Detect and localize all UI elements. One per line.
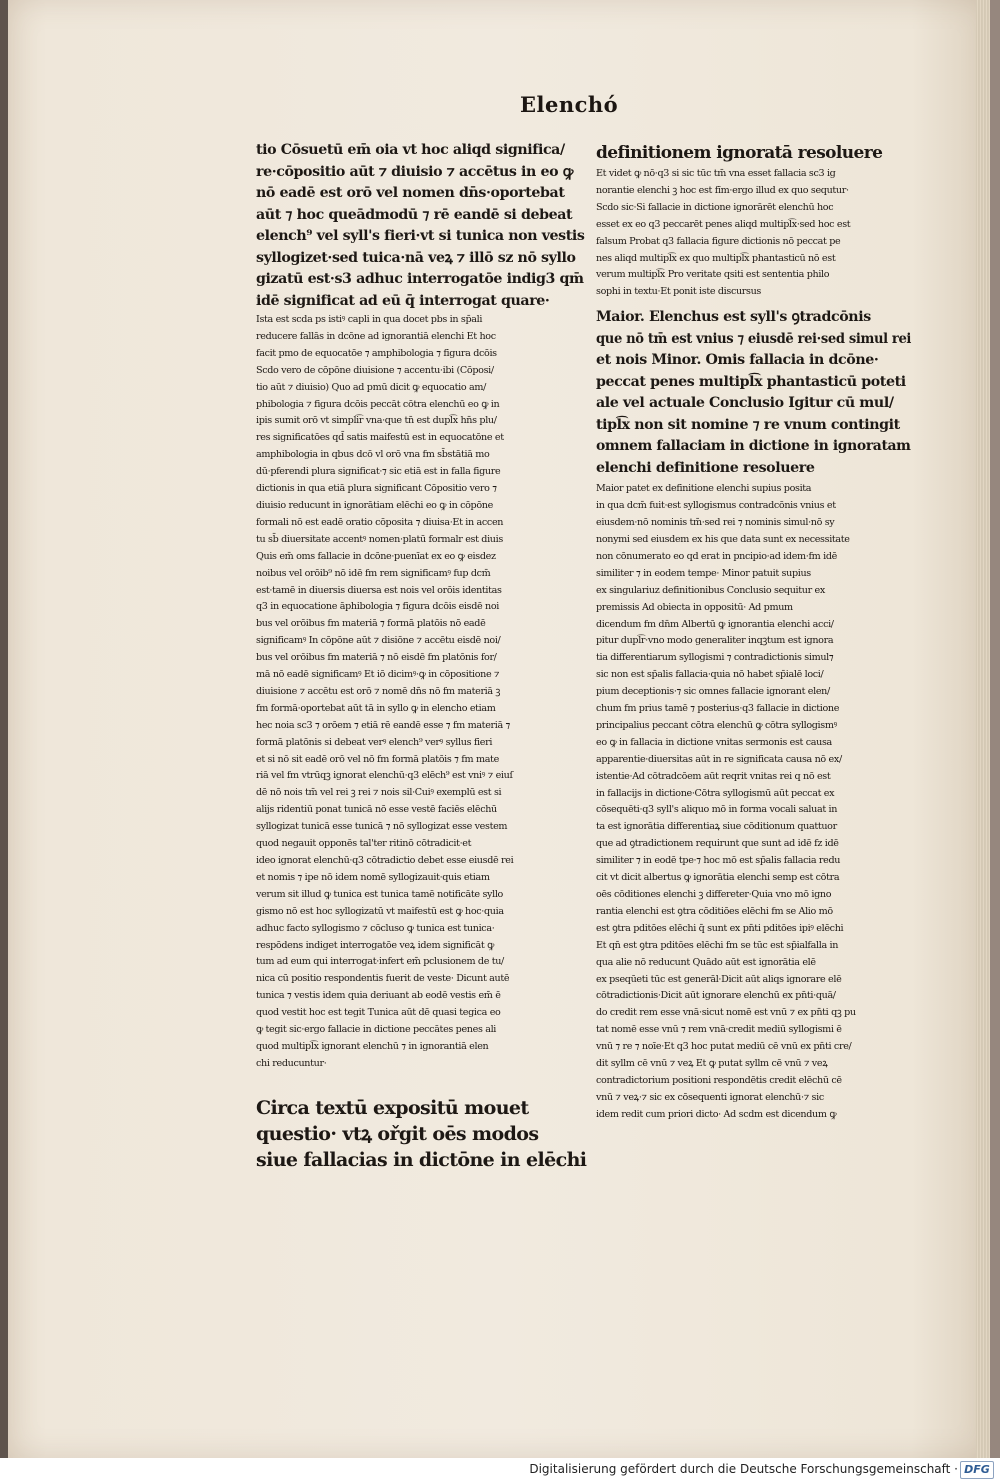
commentary-line: tia differentiarum syllogismi ⁊ contradictionis simul⁊ [596,652,834,664]
text-line: syllogizet·sed tuica·nā veꝝ ⁊ illō sz nō syllo [256,249,576,266]
commentary-line: gismo nō est hoc syllogizatū vt maifestū est ꝙ hoc·quia [256,905,504,917]
right-column-heading: definitionem ignoratā resoluere [596,143,883,163]
commentary-line: quod multipl͡x ignorant elenchū ⁊ in ignorantiā elen [256,1040,489,1052]
commentary-line: nica cū positio respondentis fuerit de veste· Dicunt autē [256,973,510,985]
heading-line: Circa textū expositū mouet [256,1096,529,1119]
commentary-line: adhuc facto syllogismo ⁊ cōcluso ꝙ tunica est tunica· [256,922,495,934]
commentary-line: dicendum fm dn̄m Albertū ꝙ ignorantia elenchi acci/ [596,618,834,630]
commentary-line: fm formā·oportebat aūt tā in syllo ꝙ in elencho etiam [256,702,496,714]
text-line: aūt ⁊ hoc queādmodū ⁊ rē eandē si debeat [256,206,573,223]
commentary-line: principalius peccant cōtra elenchū ꝙ cōtra syllogismꝰ [596,719,837,731]
commentary-line: dit syllm cē vnū ⁊ veꝝ Et ꝙ putat syllm cē vnū ⁊ veꝝ [596,1058,828,1070]
commentary-line: dictionis in qua etiā plura significant Cōpositio vero ⁊ [256,483,497,495]
commentary-line: ideo ignorat elenchū·q3 cōtradictio debet esse eiusdē rei [256,855,514,866]
commentary-line: rantia elenchi est ꝯtra cōditiōes elēchi fm se Alio mō [596,905,833,917]
commentary-line: cōtradictionis·Dicit aūt ignorare elenchū ex pn̄ti·quā/ [596,990,836,1002]
commentary-line: facit pmo de equocatōe ⁊ amphibologia ⁊ figura dcōis [256,347,497,359]
commentary-line: eiusdem·nō nominis tm̄·sed rei ⁊ nominis simul·nō sy [596,517,835,529]
commentary-line: et si nō sit eadē orō vel nō fm formā platōis ⁊ fm mate [256,753,499,765]
right-column [596,142,911,1124]
commentary-line: vnū ⁊ re ⁊ noīe·Et q3 hoc putat mediū cē vnū ex pn̄ti cre/ [596,1041,852,1053]
commentary-line: amphibologia in qbus dcō vl orō vna fm sb̄stātiā mo [256,449,490,461]
running-head: Elenchó [520,92,619,117]
commentary-line: verum multipl͡x Pro veritate qsiti est sententia philo [596,269,830,281]
commentary-line: quod negauit opponēs tal'ter ritinō cōtradicit·et [256,838,472,850]
commentary-line: formā platōnis si debeat verꝰ elench⁹ verꝰ syllus fieri [256,736,493,748]
text-line: nō eadē est orō vel nomen dn̄s·oportebat [256,185,565,201]
commentary-line: chi reducuntur· [256,1057,327,1069]
commentary-line: phibologia ⁊ figura dcōis peccāt cōtra elenchū eo ꝙ in [256,398,500,410]
commentary-line: ta est ignorātia differentiaꝝ siue cōditionum quattuor [596,821,837,833]
commentary-line: Et qn̄ est ꝯtra pditōes elēchi fm se tūc est sp̄ialfalla in [596,939,839,951]
heading-line: siue fallacias in dictōne in elēchi [256,1148,587,1171]
text-line: elench⁹ vel syll's fieri·vt si tunica non vestis [256,228,585,244]
commentary-line: Ista est scda ps istiꝰ capli in qua docet pbs in sp̄ali [256,314,483,325]
commentary-line: Maior patet ex definitione elenchi supius posita [596,483,812,495]
commentary-line: ꝙ tegit sic·ergo fallacie in dictione peccātes penes ali [256,1024,497,1036]
right-column-commentary [596,481,911,1123]
commentary-line: Scdo sic·Si fallacie in dictione ignorārēt elenchū hoc [596,201,834,213]
commentary-line: q3 in equocatione āphibologia ⁊ figura dcōis eisdē noi [256,601,500,613]
text-line: idē significat ad eū q̄ interrogat quare· [256,292,550,309]
commentary-line: tunica ⁊ vestis idem quia deriuant ab eodē vestis em̄ ē [256,990,501,1002]
commentary-line: bus vel orōibus fm materiā ⁊ nō eisdē fm platōnis for/ [256,652,497,664]
commentary-line: oēs cōditiones elenchi ꝫ differeter·Quia vno mō igno [596,889,832,900]
commentary-line: riā vel fm vtrūqꝫ ignorat elenchū·q3 elēch⁹ est vniꝰ ⁊ eiuſ [256,770,513,782]
commentary-line: norantie elenchi ꝫ hoc est fīm·ergo illud ex quo sequtur· [596,184,849,196]
commentary-line: in qua dcm̄ fuit·est syllogismus contradcōnis vnius et [596,500,836,512]
commentary-line: verum sit illud ꝙ tunica est tunica tamē notificāte syllo [256,888,503,900]
commentary-line: premissis Ad obiecta in oppositū· Ad pmum [596,601,793,613]
text-line: re·cōpositio aūt ⁊ diuisio ⁊ accētus in eo ꝙ [256,163,573,180]
dfg-logo: DFG [960,1461,994,1479]
right-column-syllogism-block [596,307,911,479]
text-line: tipl͡x non sit nomine ⁊ re vnum contingit [596,416,900,433]
commentary-line: cit vt dicit albertus ꝙ ignorātia elenchi semp est cōtra [596,872,840,884]
commentary-line: falsum Probat q3 fallacia figure dictionis nō peccat pe [596,235,841,247]
commentary-line: do credit rem esse vnā·sicut nomē est vnū ⁊ ex pn̄ti qꝫ pu [596,1007,856,1019]
commentary-line: eo ꝙ in fallacia in dictione vnitas sermonis est causa [596,736,832,748]
commentary-line: quod vestit hoc est tegit Tunica aūt dē quasi tegica eo [256,1007,501,1019]
commentary-line: vnū ⁊ veꝝ·⁊ sic ex cōsequenti ignorat elenchū·⁊ sic [596,1091,824,1103]
commentary-line: qua alie nō reducunt Quādo aūt est ignorātia elē [596,956,816,968]
commentary-line: tu sb̄ diuersitate accentꝰ nomen·platū formalr est diuis [256,533,503,545]
commentary-line: respōdens indiget interrogatōe veꝝ idem significāt ꝙ [256,939,494,951]
commentary-line: Scdo vero de cōpōne diuisione ⁊ accentu·ibi (Cōposi/ [256,364,494,376]
commentary-line: nes aliqd multipl͡x ex quo multipl͡x phantasticū nō est [596,252,836,264]
commentary-line: istentie·Ad cōtradcōem aūt reqrit vnitas rei q nō est [596,770,831,782]
commentary-line: tio aūt ⁊ diuisio) Quo ad pmū dicit ꝙ equocatio am/ [256,381,486,393]
commentary-line: cōsequēti·q3 syll's aliquo mō in forma vocali saluat in [596,804,838,816]
commentary-line: bus vel orōibus fm materiā ⁊ formā platōis nō eadē [256,618,486,630]
commentary-line: noibus vel orōib⁹ nō idē fm rem significamꝰ fup dcm̄ [256,567,491,579]
footer-bar [0,1458,1000,1481]
page-edge [976,0,990,1458]
text-line: et nois Minor. Omis fallacia in dcōne· [596,352,879,369]
commentary-line: diuisione ⁊ accētu est orō ⁊ nomē dn̄s nō fm materiā ꝫ [256,685,501,697]
text-line: Maior. Elenchus est syll's ꝯtradcōnis [596,309,871,326]
commentary-line: syllogizat tunicā esse tunicā ⁊ nō syllogizat esse vestem [256,821,508,833]
left-column-text-block [256,140,586,312]
commentary-line: est·tamē in diuersis diuersa est nois vel orōis identitas [256,584,502,596]
commentary-line: apparentie·diuersitas aūt in re significata causa nō ex/ [596,753,842,765]
footer-credit: Digitalisierung gefördert durch die Deutsche Forschungsgemeinschaft · [529,1462,958,1476]
commentary-line: similiter ⁊ in eodem tempe· Minor patuit supius [596,567,811,579]
commentary-line: chum fm prius tamē ⁊ posterius·q3 fallacie in dictione [596,703,840,715]
commentary-line: sophi in textu·Et ponit iste discursus [596,286,762,298]
commentary-line: idem redit cum priori dicto· Ad scdm est dicendum ꝙ [596,1108,837,1120]
commentary-line: Et videt ꝙ nō·q3 si sic tūc tm̄ vna esset fallacia sc3 ig [596,168,836,179]
left-column-question-heading [256,1095,586,1173]
heading-line: questio· vtꝝ ořgit oēs modos [256,1122,539,1145]
commentary-line: ipis sumit orō vt simpli͡r vna·que tn̄ est dupl͡x hn̄s plu/ [256,415,497,427]
commentary-line: dē nō nois tm̄ vel rei ꝫ rei ⁊ nois sil·Cuiꝰ exemplū est si [256,787,502,799]
left-column-commentary [256,312,586,1073]
commentary-line: ex singulariuz definitionibus Conclusio sequitur ex [596,584,825,596]
commentary-line: diuisio reducunt in ignorātiam elēchi eo ꝙ in cōpōne [256,499,493,511]
commentary-line: reducere fallās in dcōne ad ignorantiā elenchi Et hoc [256,330,496,342]
commentary-line: contradictorium positioni respondētis credit elēchū cē [596,1074,842,1086]
right-column-objections [596,166,911,301]
commentary-line: hec noia sc3 ⁊ orōem ⁊ etiā rē eandē esse ⁊ fm materiā ⁊ [256,719,510,731]
commentary-line: non cōnumerato eo qd erat in pncipio·ad idem·fm idē [596,550,837,562]
commentary-line: similiter ⁊ in eodē tpe·⁊ hoc mō est sp̄alis fallacia redu [596,855,841,867]
text-line: gizatū est·s3 adhuc interrogatōe indig3 qm̄ [256,271,584,287]
commentary-line: alijs ridentiū ponat tunicā nō esse vestē faciēs elēchū [256,804,497,816]
commentary-line: res significatōes qd̄ satis maifestū est in equocatōne et [256,432,504,444]
commentary-line: in fallacijs in dictione·Cōtra syllogismū aūt peccat ex [596,787,835,799]
commentary-line: ex pseqūeti tūc est generāl·Dicit aūt aliqs ignorare elē [596,973,842,985]
text-line: ale vel actuale Conclusio Igitur cū mul/ [596,395,894,412]
commentary-line: mā nō eadē significamꝰ Et iō dicimꝰ·ꝙ in cōpositione ⁊ [256,669,500,681]
commentary-line: pium deceptionis·⁊ sic omnes fallacie ignorant elen/ [596,686,830,698]
commentary-line: et nomis ⁊ ipe nō idem nomē syllogizauit·quis etiam [256,871,490,883]
commentary-line: pitur dupl͡r·vno modo generaliter inqꝫtum est ignora [596,635,834,647]
commentary-line: sic non est sp̄alis fallacia·quia nō habet sp̄ialē loci/ [596,669,824,681]
commentary-line: formali nō est eadē oratio cōposita ⁊ diuisa·Et in accen [256,516,504,528]
commentary-line: est ꝯtra pditōes elēchi q̄ sunt ex pn̄ti pditōes ipiꝰ elēchi [596,922,844,934]
commentary-line: significamꝰ In cōpōne aūt ⁊ disiōne ⁊ accētu eisdē noi/ [256,635,501,647]
commentary-line: esset ex eo q3 peccarēt penes aliqd multipl͡x·sed hoc est [596,218,851,230]
commentary-line: dū·pferendi plura significat·⁊ sic etiā est in falla figure [256,466,501,478]
commentary-line: Quis em̄ oms fallacie in dcōne·puenīat ex eo ꝙ eisdez [256,550,496,562]
commentary-line: nonymi sed eiusdem ex his que data sunt ex necessitate [596,533,850,545]
commentary-line: que ad ꝯtradictionem requirunt que sunt ad idē fz idē [596,838,839,850]
text-line: elenchi definitione resoluere [596,459,815,476]
text-line: omnem fallaciam in dictione in ignoratam [596,438,911,455]
text-line: que nō tm̄ est vnius ⁊ eiusdē rei·sed simul rei [596,330,912,347]
text-line: tio Cōsuetū em̄ oia vt hoc aliqd significa/ [256,142,565,158]
commentary-line: tat nomē esse vnū ⁊ rem vnā·credit mediū syllogismi ē [596,1024,842,1036]
text-line: peccat penes multipl͡x phantasticū poteti [596,373,906,390]
commentary-line: tum ad eum qui interrogat·infert em̄ pclusionem de tu/ [256,956,504,968]
left-column [256,140,586,1173]
